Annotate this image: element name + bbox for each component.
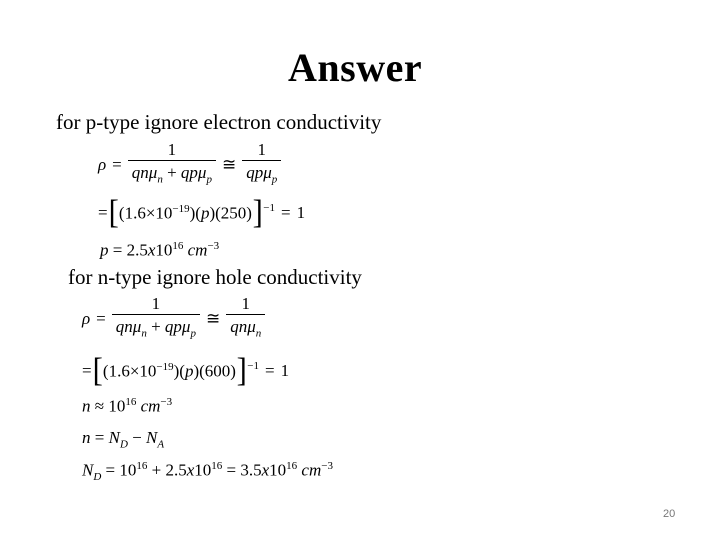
- n-type-resistivity-equation: ρ = $\frac{1}{qn\mu_n + qp\mu_p}$ ≅ $\frac{1}{qn\mu_n}$: [82, 294, 265, 344]
- p-type-approx-fraction: $\frac{1}{qp\mu_p}$: [242, 140, 281, 190]
- n-type-substitution: = [ $(1.6\times 10^{-19})(p)(600)$ ] $^{-1}$ = 1: [82, 352, 290, 389]
- p-type-heading: for p-type ignore electron conductivity: [56, 110, 382, 134]
- p-type-resistivity-equation: ρ = $\frac{1}{qn\mu_n + qp\mu_p}$ ≅ $\frac{1}{qp\mu_p}$: [98, 140, 281, 190]
- p-type-substitution: = [ $(1.6\times 10^{-19})(p)(250)$ ] $^{-1}$ = 1: [98, 194, 306, 231]
- page-number: 20: [663, 508, 676, 520]
- n-type-fraction: $\frac{1}{qn\mu_n + qp\mu_p}$: [112, 294, 200, 344]
- n-type-final: $N_D = 10^{16} + 2.5x10^{16} = 3.5x10^{16}$ $cm^{-3}$: [82, 460, 333, 484]
- p-type-result: $p = 2.5x10^{16}$ $cm^{-3}$: [100, 240, 220, 260]
- n-type-approx-fraction: $\frac{1}{qn\mu_n}$: [226, 294, 265, 344]
- p-type-fraction: $\frac{1}{qn\mu_n + qp\mu_p}$: [128, 140, 216, 190]
- n-type-heading: for n-type ignore hole conductivity: [68, 265, 362, 289]
- n-type-relation: $n = N_D - N_A$: [82, 428, 165, 451]
- slide-title: Answer: [288, 45, 423, 90]
- n-type-result: $n \approx 10^{16}$ $cm^{-3}$: [82, 396, 173, 416]
